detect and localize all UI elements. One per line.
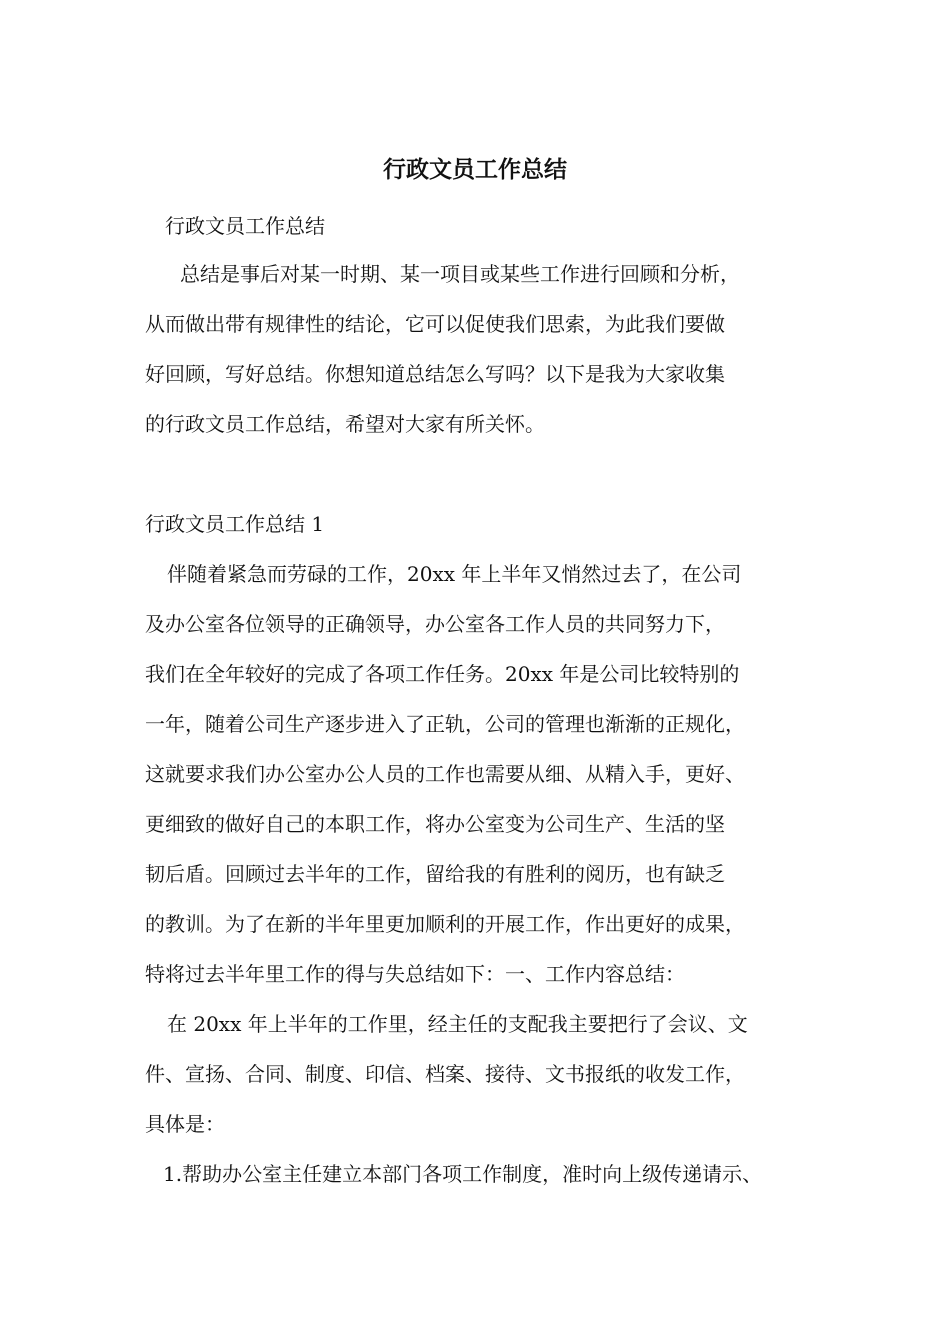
paragraph-line: 的教训。为了在新的半年里更加顺利的开展工作，作出更好的成果，: [145, 912, 745, 936]
paragraph-line: 在 20xx 年上半年的工作里，经主任的支配我主要把行了会议、文: [167, 1012, 748, 1036]
section-heading: 行政文员工作总结 1: [145, 512, 325, 536]
paragraph-line: 伴随着紧急而劳碌的工作，20xx 年上半年又悄然过去了，在公司: [167, 562, 742, 586]
paragraph-line: 及办公室各位领导的正确领导，办公室各工作人员的共同努力下，: [145, 612, 725, 636]
paragraph-line: 件、宣扬、合同、制度、印信、档案、接待、文书报纸的收发工作，: [145, 1062, 745, 1086]
paragraph-line: 更细致的做好自己的本职工作，将办公室变为公司生产、生活的坚: [145, 812, 725, 836]
list-item: 1.帮助办公室主任建立本部门各项工作制度，准时向上级传递请示、: [163, 1162, 763, 1186]
paragraph-line: 一年，随着公司生产逐步进入了正轨，公司的管理也渐渐的正规化，: [145, 712, 745, 736]
paragraph-line: 特将过去半年里工作的得与失总结如下：一、工作内容总结：: [145, 962, 685, 986]
paragraph-line: 我们在全年较好的完成了各项工作任务。20xx 年是公司比较特别的: [145, 662, 740, 686]
paragraph-line: 的行政文员工作总结，希望对大家有所关怀。: [145, 412, 545, 436]
document-subtitle: 行政文员工作总结: [165, 214, 325, 238]
paragraph-line: 好回顾，写好总结。你想知道总结怎么写吗？以下是我为大家收集: [145, 362, 725, 386]
document-title: 行政文员工作总结: [383, 156, 567, 183]
paragraph-line: 这就要求我们办公室办公人员的工作也需要从细、从精入手，更好、: [145, 762, 745, 786]
paragraph-line: 韧后盾。回顾过去半年的工作，留给我的有胜利的阅历，也有缺乏: [145, 862, 725, 886]
paragraph-line: 具体是：: [145, 1112, 225, 1136]
paragraph-line: 总结是事后对某一时期、某一项目或某些工作进行回顾和分析，: [180, 262, 740, 286]
paragraph-line: 从而做出带有规律性的结论，它可以促使我们思索，为此我们要做: [145, 312, 725, 336]
